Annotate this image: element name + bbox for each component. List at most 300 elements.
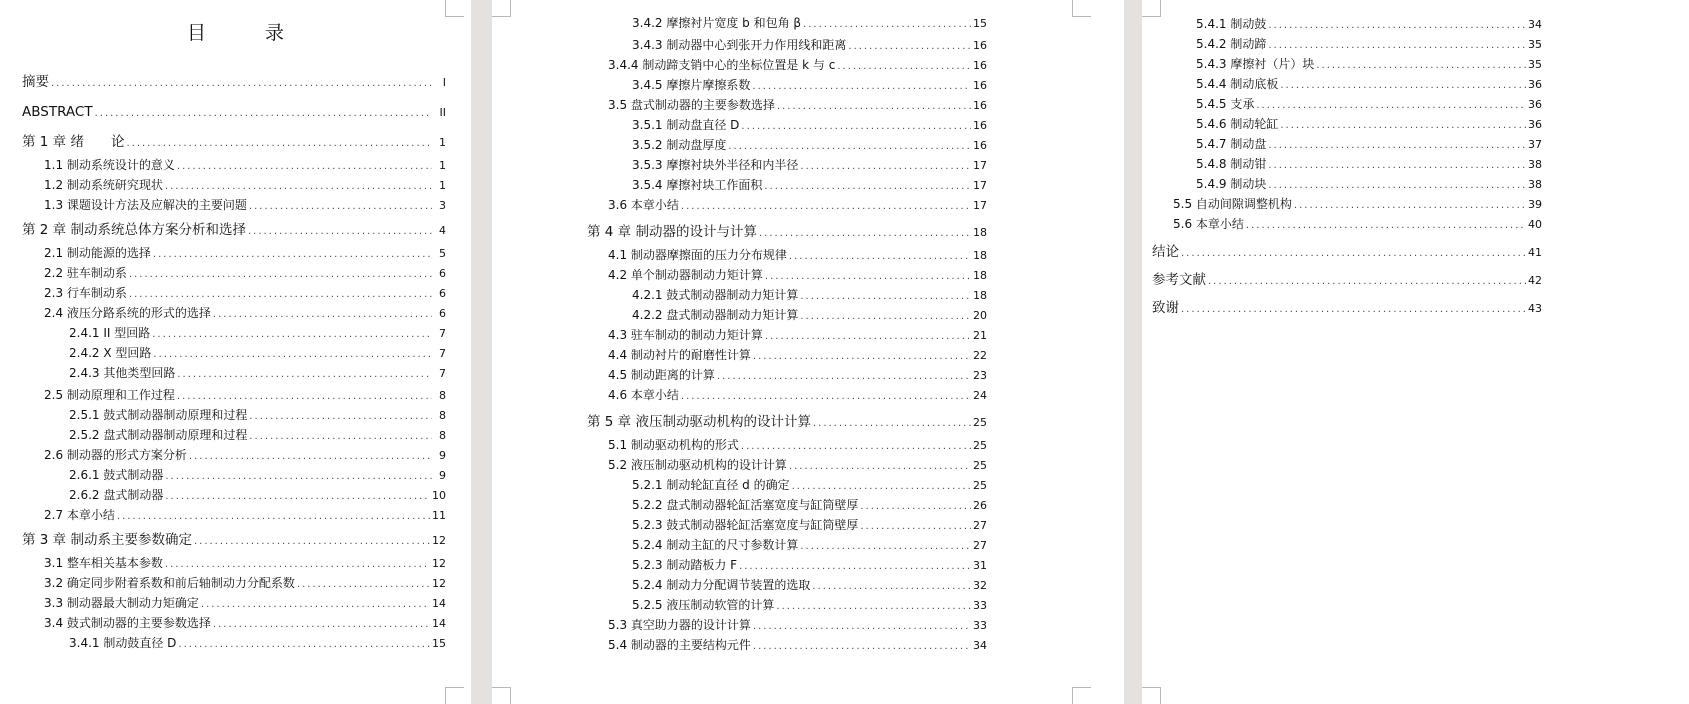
toc-entry[interactable] [69,468,446,484]
toc-entry[interactable] [632,308,987,324]
toc-entry-title: 3.4.4 制动蹄支销中心的坐标位置是 k 与 c [608,58,836,72]
toc-entry-page-number: 16 [973,59,987,72]
toc-leader-dots [165,489,430,504]
toc-entry-page-number: 25 [973,479,987,492]
toc-entry[interactable] [44,448,446,464]
toc-leader-dots [741,119,971,134]
toc-leader-dots [248,223,432,240]
toc-entry-page-number: 33 [973,619,987,632]
toc-leader-dots [800,159,971,174]
toc-entry-page-number: 12 [432,577,446,590]
toc-entry[interactable] [1196,37,1542,53]
toc-entry-page-number: 18 [973,249,987,262]
toc-leader-dots [126,135,432,152]
toc-entry[interactable] [69,636,446,652]
toc-entry-page-number: 38 [1528,158,1542,171]
toc-entry[interactable] [1196,97,1542,113]
toc-entry[interactable] [44,158,446,174]
toc-entry-page-number: 38 [1528,178,1542,191]
toc-entry-page-number: 34 [1528,18,1542,31]
toc-entry-page-number: 27 [973,519,987,532]
toc-leader-dots [1268,158,1526,173]
crop-mark [1072,0,1091,17]
crop-mark [445,0,464,17]
toc-entry-page-number: 3 [439,199,446,212]
crop-mark [492,0,511,17]
toc-leader-dots [1268,18,1526,33]
toc-entry-title: 2.1 制动能源的选择 [44,246,151,260]
toc-entry-title: 3.4.2 摩擦衬片宽度 b 和包角 β [632,16,802,30]
toc-entry-title: 3.1 整车相关基本参数 [44,556,163,570]
toc-leader-dots [728,139,971,154]
toc-entry-title: 2.4.2 X 型回路 [69,346,152,360]
toc-entry[interactable] [632,578,987,594]
toc-entry-title: 3.5.4 摩擦衬块工作面积 [632,178,763,192]
toc-entry-title: 2.7 本章小结 [44,508,115,522]
toc-entry-page-number: 6 [439,267,446,280]
toc-entry-title: ABSTRACT [22,104,93,120]
toc-leader-dots [1256,98,1526,113]
toc-leader-dots [753,619,971,634]
toc-leader-dots [194,533,430,550]
toc-chapter-entry[interactable] [22,222,446,240]
toc-entry[interactable] [632,178,987,194]
toc-entry[interactable] [632,498,987,514]
toc-leader-dots [1316,58,1526,73]
toc-entry-title: 3.5.1 制动盘直径 D [632,118,740,132]
document-page-1 [0,0,471,704]
toc-entry-title: 致谢 [1152,300,1179,316]
toc-entry-page-number: 9 [439,449,446,462]
toc-entry-title: 4.3 驻车制动的制动力矩计算 [608,328,763,342]
toc-entry[interactable] [608,98,987,114]
toc-entry[interactable] [44,596,446,612]
toc-chapter-entry[interactable] [22,532,446,550]
toc-entry[interactable] [632,518,987,534]
toc-entry-title: 5.6 本章小结 [1173,217,1244,231]
toc-entry-title: 5.1 制动驱动机构的形式 [608,438,739,452]
toc-leader-dots [777,99,971,114]
crop-mark [445,687,464,704]
toc-entry[interactable] [44,576,446,592]
toc-entry-title: 3.4.1 制动鼓直径 D [69,636,177,650]
toc-entry[interactable] [608,458,987,474]
toc-entry-page-number: 35 [1528,58,1542,71]
toc-chapter-entry[interactable] [22,104,446,122]
toc-entry[interactable] [1196,57,1542,73]
crop-mark [1142,687,1161,704]
toc-entry-title: 5.2 液压制动驱动机构的设计计算 [608,458,787,472]
toc-leader-dots [129,287,432,302]
toc-leader-dots [117,509,430,524]
toc-entry-title: 5.4.3 摩擦衬（片）块 [1196,57,1315,71]
toc-entry[interactable] [608,268,987,284]
toc-entry-title: 5.2.3 制动踏板力 F [632,558,738,572]
toc-entry-page-number: 18 [973,226,987,239]
toc-entry-title: 1.3 课题设计方法及应解决的主要问题 [44,198,247,212]
toc-entry-title: 5.4.5 支承 [1196,97,1255,111]
toc-entry-page-number: 36 [1528,78,1542,91]
toc-entry-page-number: 25 [973,459,987,472]
toc-entry-title: 4.5 制动距离的计算 [608,368,715,382]
toc-entry-title: 4.1 制动器摩擦面的压力分布规律 [608,248,787,262]
toc-chapter-entry[interactable] [1152,300,1542,318]
toc-leader-dots [800,309,971,324]
toc-entry[interactable] [608,638,987,654]
toc-entry[interactable] [44,178,446,194]
toc-entry-page-number: 34 [973,639,987,652]
document-page-3 [1142,0,1689,704]
toc-entry-title: 5.2.3 鼓式制动器轮缸活塞宽度与缸筒壁厚 [632,518,859,532]
toc-leader-dots [297,577,430,592]
toc-entry-page-number: 1 [439,159,446,172]
toc-entry-title: 2.2 驻车制动系 [44,266,127,280]
toc-chapter-entry[interactable] [587,224,987,242]
toc-leader-dots [213,617,430,632]
toc-leader-dots [178,637,430,652]
toc-chapter-entry[interactable] [1152,244,1542,262]
toc-entry-page-number: 41 [1528,246,1542,259]
toc-entry[interactable] [1196,77,1542,93]
toc-entry-title: 2.6.2 盘式制动器 [69,488,164,502]
toc-entry[interactable] [608,388,987,404]
toc-entry-page-number: 16 [973,79,987,92]
toc-entry-title: 2.5.2 盘式制动器制动原理和过程 [69,428,248,442]
toc-entry[interactable] [44,286,446,302]
toc-entry-page-number: 4 [439,224,446,237]
toc-entry-page-number: 12 [432,557,446,570]
toc-entry[interactable] [1196,157,1542,173]
toc-entry-title: 5.4.8 制动钳 [1196,157,1267,171]
toc-entry-page-number: 18 [973,269,987,282]
toc-leader-dots [51,75,432,92]
toc-entry[interactable] [632,598,987,614]
toc-entry-page-number: 25 [973,416,987,429]
toc-entry-title: 3.4 鼓式制动器的主要参数选择 [44,616,211,630]
toc-entry-title: 3.6 本章小结 [608,198,679,212]
toc-entry-page-number: 5 [439,247,446,260]
toc-leader-dots [1280,78,1526,93]
toc-entry-title: 5.2.4 制动力分配调节装置的选取 [632,578,811,592]
toc-entry-page-number: 24 [973,389,987,402]
toc-entry-page-number: 12 [432,534,446,547]
toc-leader-dots [800,539,971,554]
toc-leader-dots [848,39,971,54]
toc-entry-title: 第 4 章 制动器的设计与计算 [587,224,757,240]
toc-chapter-entry[interactable] [1152,272,1542,290]
toc-entry-title: 5.4.4 制动底板 [1196,77,1279,91]
toc-entry[interactable] [608,58,987,74]
toc-entry-title: 第 3 章 制动系主要参数确定 [22,532,192,548]
toc-entry-title: 2.5.1 鼓式制动器制动原理和过程 [69,408,248,422]
toc-leader-dots [764,179,971,194]
toc-entry[interactable] [608,438,987,454]
toc-leader-dots [249,409,432,424]
toc-entry-title: 2.6.1 鼓式制动器 [69,468,164,482]
toc-entry-page-number: 17 [973,159,987,172]
toc-entry-page-number: 9 [439,469,446,482]
toc-title: 目 录 [186,22,304,44]
toc-leader-dots [792,479,971,494]
toc-entry-title: 4.4 制动衬片的耐磨性计算 [608,348,751,362]
toc-entry[interactable] [1173,217,1542,233]
toc-entry[interactable] [44,556,446,572]
toc-entry-page-number: I [442,76,446,89]
toc-leader-dots [1268,38,1526,53]
toc-leader-dots [837,59,971,74]
toc-leader-dots [1246,218,1526,233]
toc-entry-title: 4.2 单个制动器制动力矩计算 [608,268,763,282]
toc-entry-page-number: 7 [439,367,446,380]
toc-leader-dots [152,327,432,342]
toc-leader-dots [95,105,432,122]
toc-entry-title: 4.2.2 盘式制动器制动力矩计算 [632,308,799,322]
toc-entry[interactable] [69,428,446,444]
toc-entry-page-number: 43 [1528,302,1542,315]
toc-entry[interactable] [1196,137,1542,153]
toc-entry-title: 3.4.5 摩擦片摩擦系数 [632,78,751,92]
toc-entry-page-number: 17 [973,199,987,212]
toc-leader-dots [1181,301,1526,318]
toc-leader-dots [681,389,971,404]
toc-entry-page-number: 37 [1528,138,1542,151]
toc-leader-dots [129,267,432,282]
crop-mark [1142,0,1161,17]
toc-leader-dots [765,269,971,284]
toc-entry-page-number: 18 [973,289,987,302]
toc-entry-title: 结论 [1152,244,1179,260]
toc-entry-page-number: 1 [439,179,446,192]
toc-entry-page-number: 6 [439,287,446,300]
toc-entry-page-number: 21 [973,329,987,342]
toc-leader-dots [1268,138,1526,153]
toc-entry-page-number: 42 [1528,274,1542,287]
toc-entry-title: 5.5 自动间隙调整机构 [1173,197,1292,211]
toc-entry-title: 4.2.1 鼓式制动器制动力矩计算 [632,288,799,302]
toc-entry[interactable] [44,266,446,282]
toc-entry-title: 1.1 制动系统设计的意义 [44,158,175,172]
toc-entry-page-number: 7 [439,347,446,360]
toc-entry[interactable] [44,246,446,262]
toc-entry-page-number: 16 [973,39,987,52]
toc-entry[interactable] [632,38,987,54]
toc-entry-page-number: 36 [1528,118,1542,131]
toc-entry[interactable] [608,348,987,364]
toc-entry-page-number: 8 [439,389,446,402]
toc-entry-title: 5.4.1 制动鼓 [1196,17,1267,31]
toc-leader-dots [765,329,971,344]
toc-chapter-entry[interactable] [22,74,446,92]
toc-entry[interactable] [632,288,987,304]
toc-entry-title: 5.2.5 液压制动软管的计算 [632,598,775,612]
toc-leader-dots [165,557,430,572]
toc-leader-dots [789,249,971,264]
toc-entry-title: 第 5 章 液压制动驱动机构的设计计算 [587,414,811,430]
toc-leader-dots [812,579,971,594]
toc-entry-title: 3.2 确定同步附着系数和前后轴制动力分配系数 [44,576,295,590]
toc-leader-dots [249,199,432,214]
toc-entry-page-number: 6 [439,307,446,320]
toc-entry-page-number: 31 [973,559,987,572]
toc-entry-page-number: 39 [1528,198,1542,211]
toc-leader-dots [1181,245,1526,262]
toc-entry-title: 5.2.1 制动轮缸直径 d 的确定 [632,478,790,492]
toc-entry[interactable] [44,508,446,524]
toc-entry-page-number: 14 [432,617,446,630]
crop-mark [492,687,511,704]
toc-entry-page-number: 23 [973,369,987,382]
toc-entry-page-number: 20 [973,309,987,322]
toc-entry-title: 参考文献 [1152,272,1206,288]
toc-entry-title: 3.3 制动器最大制动力矩确定 [44,596,199,610]
toc-leader-dots [1294,198,1526,213]
toc-entry[interactable] [632,558,987,574]
toc-entry-page-number: 7 [439,327,446,340]
toc-entry-page-number: 10 [432,489,446,502]
toc-entry-page-number: 8 [439,429,446,442]
toc-entry[interactable] [608,248,987,264]
toc-entry[interactable] [608,328,987,344]
toc-leader-dots [1280,118,1526,133]
toc-entry[interactable] [1196,177,1542,193]
toc-entry-page-number: II [439,106,446,119]
toc-entry[interactable] [632,158,987,174]
toc-entry-title: 3.5 盘式制动器的主要参数选择 [608,98,775,112]
toc-entry-title: 5.4 制动器的主要结构元件 [608,638,751,652]
toc-entry-page-number: 40 [1528,218,1542,231]
toc-leader-dots [717,369,971,384]
toc-entry[interactable] [632,538,987,554]
toc-leader-dots [803,17,971,32]
toc-entry-page-number: 17 [973,179,987,192]
toc-entry-title: 第 1 章 绪 论 [22,134,125,150]
toc-leader-dots [813,415,971,432]
toc-leader-dots [249,429,432,444]
toc-entry[interactable] [1196,117,1542,133]
toc-leader-dots [741,439,971,454]
toc-leader-dots [201,597,430,612]
toc-entry-page-number: 15 [973,17,987,30]
toc-entry-title: 2.4.3 其他类型回路 [69,366,176,380]
toc-leader-dots [1268,178,1526,193]
toc-entry[interactable] [44,198,446,214]
toc-entry-page-number: 14 [432,597,446,610]
toc-entry-title: 2.4 液压分路系统的形式的选择 [44,306,211,320]
toc-leader-dots [739,559,971,574]
toc-leader-dots [153,247,432,262]
toc-leader-dots [800,289,971,304]
toc-entry[interactable] [608,368,987,384]
toc-entry-title: 4.6 本章小结 [608,388,679,402]
toc-entry-page-number: 32 [973,579,987,592]
toc-entry[interactable] [608,198,987,214]
toc-leader-dots [189,449,432,464]
toc-entry-title: 2.5 制动原理和工作过程 [44,388,175,402]
toc-leader-dots [213,307,432,322]
toc-leader-dots [153,347,432,362]
toc-leader-dots [165,179,432,194]
toc-entry[interactable] [69,326,446,342]
toc-entry-title: 5.4.7 制动盘 [1196,137,1267,151]
toc-leader-dots [860,499,971,514]
toc-entry[interactable] [44,306,446,322]
toc-entry[interactable] [632,138,987,154]
toc-entry-page-number: 36 [1528,98,1542,111]
toc-entry[interactable] [632,78,987,94]
toc-leader-dots [860,519,971,534]
toc-entry-page-number: 33 [973,599,987,612]
toc-leader-dots [165,469,432,484]
toc-entry-title: 5.3 真空助力器的设计计算 [608,618,751,632]
toc-entry-page-number: 16 [973,119,987,132]
toc-chapter-entry[interactable] [587,414,987,432]
toc-entry-title: 3.4.3 制动器中心到张开力作用线和距离 [632,38,847,52]
toc-entry-title: 2.3 行车制动系 [44,286,127,300]
toc-entry-title: 2.6 制动器的形式方案分析 [44,448,187,462]
toc-entry[interactable] [69,366,446,382]
toc-entry-page-number: 22 [973,349,987,362]
toc-leader-dots [177,367,432,382]
toc-entry-title: 2.4.1 II 型回路 [69,326,151,340]
toc-leader-dots [1208,273,1526,290]
toc-entry-title: 5.4.2 制动蹄 [1196,37,1267,51]
toc-entry-page-number: 15 [432,637,446,650]
toc-leader-dots [759,225,971,242]
toc-entry[interactable] [44,388,446,404]
toc-leader-dots [177,159,432,174]
toc-chapter-entry[interactable] [22,134,446,152]
toc-entry-page-number: 16 [973,99,987,112]
toc-entry[interactable] [608,618,987,634]
toc-entry-page-number: 16 [973,139,987,152]
toc-entry[interactable] [632,118,987,134]
crop-mark [1072,687,1091,704]
toc-entry-page-number: 35 [1528,38,1542,51]
toc-entry-page-number: 1 [439,136,446,149]
toc-entry-title: 5.4.6 制动轮缸 [1196,117,1279,131]
toc-leader-dots [752,79,971,94]
toc-entry-page-number: 8 [439,409,446,422]
toc-entry[interactable] [69,408,446,424]
toc-entry-page-number: 11 [432,509,446,522]
toc-entry-title: 3.5.3 摩擦衬块外半径和内半径 [632,158,799,172]
toc-entry[interactable] [69,488,446,504]
toc-leader-dots [177,389,432,404]
toc-leader-dots [753,639,971,654]
toc-entry[interactable] [1196,17,1542,33]
toc-entry[interactable] [69,346,446,362]
toc-entry-title: 5.4.9 制动块 [1196,177,1267,191]
toc-leader-dots [753,349,971,364]
toc-entry-title: 3.5.2 制动盘厚度 [632,138,727,152]
toc-entry-title: 5.2.2 盘式制动器轮缸活塞宽度与缸筒壁厚 [632,498,859,512]
document-page-2 [492,0,1124,704]
toc-entry-page-number: 25 [973,439,987,452]
toc-entry-title: 1.2 制动系统研究现状 [44,178,163,192]
toc-entry[interactable] [1173,197,1542,213]
toc-entry[interactable] [632,16,987,32]
toc-entry-title: 5.2.4 制动主缸的尺寸参数计算 [632,538,799,552]
toc-leader-dots [681,199,971,214]
toc-entry[interactable] [632,478,987,494]
toc-entry-title: 摘要 [22,74,49,90]
toc-leader-dots [789,459,971,474]
toc-entry-page-number: 27 [973,539,987,552]
toc-leader-dots [776,599,971,614]
toc-entry-title: 第 2 章 制动系统总体方案分析和选择 [22,222,246,238]
toc-entry[interactable] [44,616,446,632]
toc-entry-page-number: 26 [973,499,987,512]
